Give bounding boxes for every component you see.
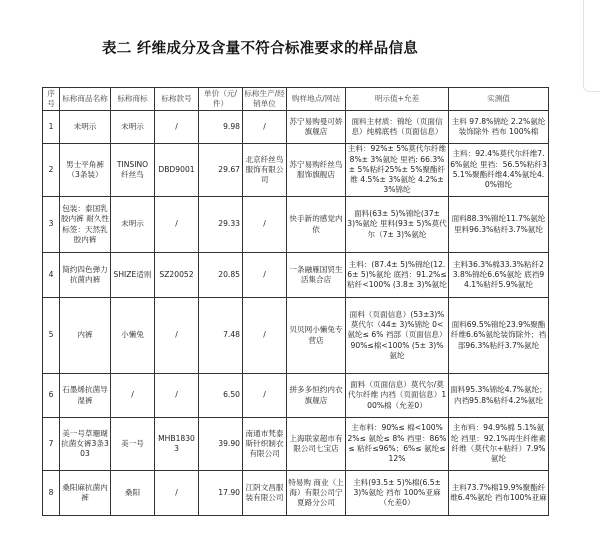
cell-model: / xyxy=(155,298,199,374)
table-row xyxy=(43,111,549,144)
cell-shop: 一条融雁国贸生活集合店 xyxy=(287,253,346,298)
cell-declared: 面料(63± 5)%锦纶(37± 3)%氨纶 里料(93± 5)%莫代尔（7± 3)%氨纶 xyxy=(346,197,449,253)
sample-info-table xyxy=(42,87,549,516)
header-model: 标称款号 xyxy=(155,88,199,111)
cell-shop: 拼多多恒约内衣旗舰店 xyxy=(287,374,346,418)
cell-producer: 北京纤丝鸟服饰有限公司 xyxy=(243,144,287,197)
cell-brand: 美一号 xyxy=(111,418,155,471)
cell-producer: 南通市梵泰斯针织制衣有限公司 xyxy=(243,418,287,471)
cell-declared: 主布料：90%≤ 棉<100% 2%≤ 氨纶≤ 8% 裆里：86%≤ 粘纤≤96%；6%≤ 氨纶≤ 12% xyxy=(346,418,449,471)
table-row xyxy=(43,197,549,253)
cell-shop: 苏宁易购曼可娇旗舰店 xyxy=(287,111,346,144)
cell-measured: 面料88.3%锦纶11.7%氨纶 里料96.3%粘纤3.7%氨纶 xyxy=(449,197,549,253)
cell-price: 20.85 xyxy=(199,253,243,298)
table-header-row xyxy=(43,88,549,111)
cell-price: 17.90 xyxy=(199,471,243,516)
document-title: 表二 纤维成分及含量不符合标准要求的样品信息 xyxy=(101,41,419,57)
cell-shop: 贝贝网小懒兔专营店 xyxy=(287,298,346,374)
cell-name: 内裤 xyxy=(60,298,111,374)
side-panel-edge xyxy=(583,0,600,92)
cell-measured: 面料95.3%锦纶4.7%氨纶；内裆95.8%粘纤4.2%氨纶 xyxy=(449,374,549,418)
table-row xyxy=(43,144,549,197)
cell-producer: / xyxy=(243,253,287,298)
cell-declared: 主料(93.5± 5)%棉(6.5± 3)%氨纶 裆布 100%亚麻（允差0） xyxy=(346,471,449,516)
cell-declared: 面料主材质：锦纶（页面信息）纯棉底档（页面信息） xyxy=(346,111,449,144)
cell-name: 男士平角裤（3条装） xyxy=(60,144,111,197)
cell-seq: 2 xyxy=(43,144,60,197)
cell-producer: 江阴文昌服装有限公司 xyxy=(243,471,287,516)
cell-model: MHB18303 xyxy=(155,418,199,471)
cell-brand: 未明示 xyxy=(111,197,155,253)
cell-name: 桑阳麻抗菌内裤 xyxy=(60,471,111,516)
cell-seq: 5 xyxy=(43,298,60,374)
cell-price: 6.50 xyxy=(199,374,243,418)
table-row xyxy=(43,471,549,516)
cell-seq: 8 xyxy=(43,471,60,516)
cell-measured: 主料：92.4%莫代尔纤维7.6%氨纶 里裆：56.5%粘纤35.1%聚酯纤维4.4%氨纶4.0%锦纶 xyxy=(449,144,549,197)
cell-name: 包装：泰国乳胶内裤 耐久性标签：天然乳胶内裤 xyxy=(60,197,111,253)
header-shop: 购样地点/网站 xyxy=(287,88,346,111)
cell-price: 39.90 xyxy=(199,418,243,471)
cell-declared: 主料：(87.4± 5)%锦纶(12.6± 5)%氨纶 底裆：91.2%≤ 粘纤<100% (3.8± 3)%氨纶 xyxy=(346,253,449,298)
cell-seq: 4 xyxy=(43,253,60,298)
header-price: 单价（元/件） xyxy=(199,88,243,111)
cell-name: 石墨烯抗菌导湿裤 xyxy=(60,374,111,418)
cell-name: 简约四色弹力抗菌内裤 xyxy=(60,253,111,298)
cell-model: / xyxy=(155,471,199,516)
cell-measured: 主料73.7%棉19.9%聚酯纤维6.4%氨纶 裆布100%亚麻 xyxy=(449,471,549,516)
cell-seq: 3 xyxy=(43,197,60,253)
cell-producer: / xyxy=(243,298,287,374)
cell-shop: 特易购 商业（上海）有限公司宁夏路分公司 xyxy=(287,471,346,516)
cell-declared: 面料（页面信息）莫代尔/莫代尔纤维 内裆（页面信息）100%棉（允差0） xyxy=(346,374,449,418)
cell-brand: / xyxy=(111,374,155,418)
cell-name: 未明示 xyxy=(60,111,111,144)
cell-shop: 快手新的感觉内依 xyxy=(287,197,346,253)
cell-model: DBD9001 xyxy=(155,144,199,197)
cell-declared: 主料：92%± 5%莫代尔纤维8%± 3%氨纶 里裆: 66.3%± 5%粘纤25%± 5%聚酯纤维 4.5%± 3%氨纶 4.2%± 3%锦纶 xyxy=(346,144,449,197)
table-row xyxy=(43,253,549,298)
cell-price: 29.33 xyxy=(199,197,243,253)
cell-brand: SHIZE适则 xyxy=(111,253,155,298)
table-row xyxy=(43,374,549,418)
cell-shop: 上海联家超市有限公司七宝店 xyxy=(287,418,346,471)
header-producer: 标称生产/经销单位 xyxy=(243,88,287,111)
table-row xyxy=(43,298,549,374)
cell-name: 美一号草珊瑚抗菌女裤3条303 xyxy=(60,418,111,471)
header-declared: 明示值+允差 xyxy=(346,88,449,111)
cell-seq: 1 xyxy=(43,111,60,144)
cell-measured: 主布料：94.9%棉 5.1%氨纶 裆里：92.1%再生纤维素纤维（莫代尔+粘纤）7.9% 氨纶 xyxy=(449,418,549,471)
header-measured: 实测值 xyxy=(449,88,549,111)
header-name: 标称商品名称 xyxy=(60,88,111,111)
cell-shop: 苏宁易购纤丝鸟服饰旗舰店 xyxy=(287,144,346,197)
cell-brand: 小懒兔 xyxy=(111,298,155,374)
cell-brand: TINSINO 纤丝鸟 xyxy=(111,144,155,197)
cell-producer: / xyxy=(243,374,287,418)
cell-seq: 7 xyxy=(43,418,60,471)
cell-brand: 未明示 xyxy=(111,111,155,144)
table-row xyxy=(43,418,549,471)
cell-producer: / xyxy=(243,197,287,253)
cell-price: 9.98 xyxy=(199,111,243,144)
header-brand: 标称商标 xyxy=(111,88,155,111)
cell-model: / xyxy=(155,374,199,418)
cell-measured: 主料36.3%棉33.3%粘纤23.8%锦纶6.6%氨纶 底裆94.1%粘纤5.9%氨纶 xyxy=(449,253,549,298)
cell-measured: 主料 97.8%锦纶 2.2%氨纶装饰除外 裆布 100%棉 xyxy=(449,111,549,144)
cell-declared: 面料（页面信息）(53±3)%莫代尔（44± 3)%锦纶 0<氨纶≤ 6% 裆部（页面信息）90%≤棉<100% (5± 3)%氨纶 xyxy=(346,298,449,374)
cell-measured: 面料69.5%锦纶23.9%聚酯纤维6.6%氨纶装饰除外；裆部96.3%粘纤3.7%氨纶 xyxy=(449,298,549,374)
cell-model: / xyxy=(155,111,199,144)
cell-price: 29.67 xyxy=(199,144,243,197)
cell-model: / xyxy=(155,197,199,253)
cell-price: 7.48 xyxy=(199,298,243,374)
header-seq: 序号 xyxy=(43,88,60,111)
cell-seq: 6 xyxy=(43,374,60,418)
cell-producer: / xyxy=(243,111,287,144)
cell-brand: 桑阳 xyxy=(111,471,155,516)
cell-model: SZ20052 xyxy=(155,253,199,298)
